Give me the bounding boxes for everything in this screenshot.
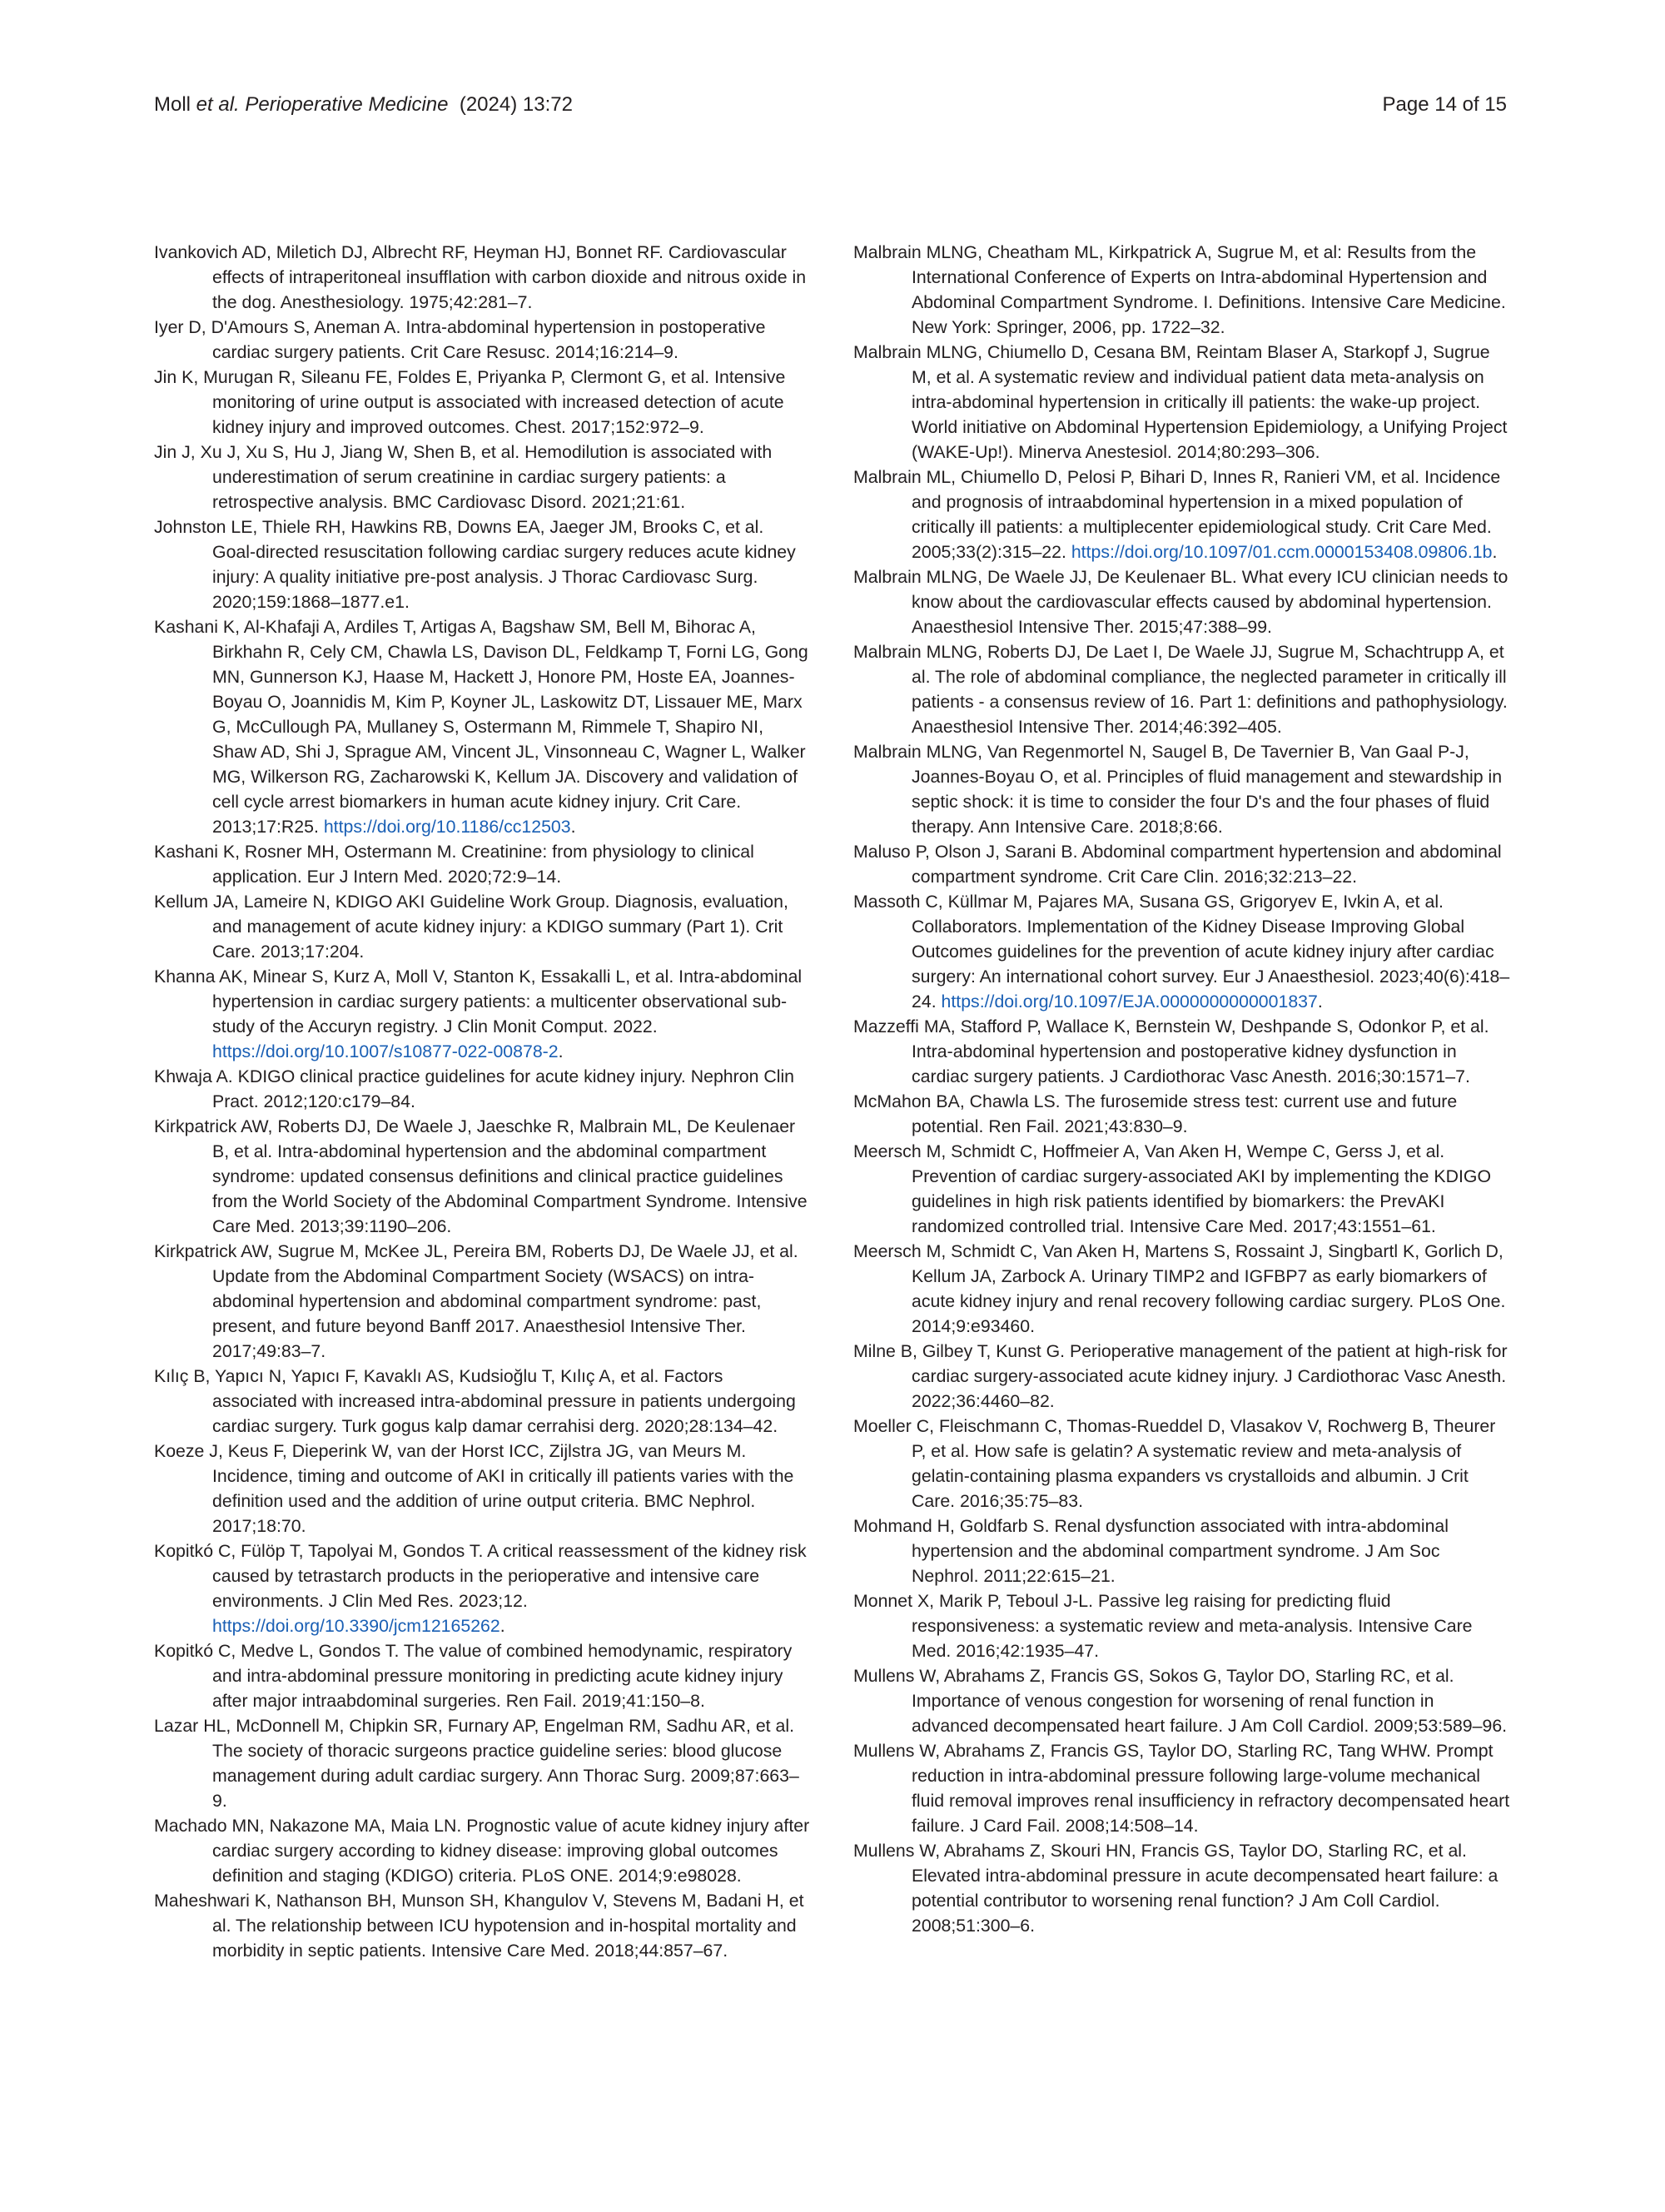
reference-entry [154,240,812,315]
reference-entry [154,1439,812,1538]
reference-entry [154,1713,812,1813]
page-header [154,90,1507,120]
reference-text: Mullens W, Abrahams Z, Skouri HN, Francis GS, Taylor DO, Starling RC, et al. Elevated intra-abdominal pressure in acute decompensated heart failure: a potential contributor to worsening renal function? J Am Coll Cardiol. 2008;51:300–6. [853,1841,1498,1936]
running-head-authors: Moll [154,93,196,116]
reference-text: Maheshwari K, Nathanson BH, Munson SH, Khangulov V, Stevens M, Badani H, et al. The relationship between ICU hypotension and in-hospital mortality and morbidity in septic patients. Intensive Care Med. 2018;44:857–67. [154,1891,804,1961]
reference-text: Kellum JA, Lameire N, KDIGO AKI Guideline Work Group. Diagnosis, evaluation, and management of acute kidney injury: a KDIGO summary (Part 1). Crit Care. 2013;17:204. [154,892,788,962]
reference-entry [853,1239,1511,1339]
reference-column-left [154,240,812,1963]
reference-text: Mullens W, Abrahams Z, Francis GS, Taylor DO, Starling RC, Tang WHW. Prompt reduction in intra-abdominal pressure following large-volume mechanical fluid removal improves renal insufficiency in refractory decompensated heart failure. J Card Fail. 2008;14:508–14. [853,1741,1510,1836]
reference-text: Maluso P, Olson J, Sarani B. Abdominal compartment hypertension and abdominal compartment syndrome. Crit Care Clin. 2016;32:213–22. [853,842,1502,887]
reference-text: Ivankovich AD, Miletich DJ, Albrecht RF, Heyman HJ, Bonnet RF. Cardiovascular effects of intraperitoneal insufflation with carbon dioxide and nitrous oxide in the dog. Anesthesiology. 1975;42:281–7. [154,242,807,312]
reference-entry [154,1064,812,1114]
reference-entry [853,889,1511,1014]
doi-link[interactable]: https://doi.org/10.1097/EJA.0000000000001837 [941,992,1318,1012]
reference-text: Koeze J, Keus F, Dieperink W, van der Horst ICC, Zijlstra JG, van Meurs M. Incidence, timing and outcome of AKI in critically ill patients varies with the definition used and the addition of urine output criteria. BMC Nephrol. 2017;18:70. [154,1441,794,1536]
doi-link[interactable]: https://doi.org/10.1097/01.ccm.0000153408.09806.1b [1071,542,1493,562]
running-head-citation: (2024) 13:72 [448,93,573,116]
reference-text: Iyer D, D'Amours S, Aneman A. Intra-abdominal hypertension in postoperative cardiac surgery patients. Crit Care Resusc. 2014;16:214–9. [154,317,766,362]
reference-text: Kopitkó C, Medve L, Gondos T. The value of combined hemodynamic, respiratory and intra-abdominal pressure monitoring in predicting acute kidney injury after major intraabdominal surgeries. Ren Fail. 2019;41:150–8. [154,1641,793,1711]
reference-terminal-period: . [558,1041,564,1061]
reference-entry [853,1588,1511,1663]
reference-text: Kılıç B, Yapıcı N, Yapıcı F, Kavaklı AS, Kudsioğlu T, Kılıç A, et al. Factors associated with increased intra-abdominal pressure in patients undergoing cardiac surgery. Turk gogus kalp damar cerrahisi derg. 2020;28:134–42. [154,1366,796,1436]
reference-text: Jin J, Xu J, Xu S, Hu J, Jiang W, Shen B, et al. Hemodilution is associated with underestimation of serum creatinine in cardiac surgery patients: a retrospective analysis. BMC Cardiovasc Disord. 2021;21:61. [154,442,773,512]
reference-entry [853,1089,1511,1139]
reference-entry [154,964,812,1064]
reference-entry [154,1114,812,1239]
reference-column-right [853,240,1511,1963]
reference-text: Malbrain ML, Chiumello D, Pelosi P, Bihari D, Innes R, Ranieri VM, et al. Incidence and prognosis of intraabdominal hypertension in a mixed population of critically ill patients: a multiplecenter epidemiological study. Crit Care Med. 2005;33(2):315–22. [853,467,1501,562]
reference-entry [154,1638,812,1713]
reference-text: Kirkpatrick AW, Roberts DJ, De Waele J, Jaeschke R, Malbrain ML, De Keulenaer B, et al. Intra-abdominal hypertension and the abdominal compartment syndrome: updated consensus definitions and clinical practice guidelines from the World Society of the Abdominal Compartment Syndrome. Intensive Care Med. 2013;39:1190–206. [154,1116,808,1236]
reference-text: Malbrain MLNG, Van Regenmortel N, Saugel B, De Tavernier B, Van Gaal P-J, Joannes-Boyau O, et al. Principles of fluid management and stewardship in septic shock: it is time to consider the four D's and the four phases of fluid therapy. Ann Intensive Care. 2018;8:66. [853,742,1503,837]
running-head-journal: et al. Perioperative Medicine [196,93,449,116]
reference-text: Kirkpatrick AW, Sugrue M, McKee JL, Pereira BM, Roberts DJ, De Waele JJ, et al. Update from the Abdominal Compartment Society (WSACS) on intra-abdominal hypertension and abdominal compartment syndrome: past, present, and future beyond Banff 2017. Anaesthesiol Intensive Ther. 2017;49:83–7. [154,1241,798,1361]
reference-text: Kopitkó C, Fülöp T, Tapolyai M, Gondos T. A critical reassessment of the kidney risk caused by tetrastarch products in the perioperative and intensive care environments. J Clin Med Res. 2023;12. [154,1541,807,1611]
reference-entry [853,1514,1511,1588]
reference-terminal-period: . [500,1616,505,1636]
reference-list [154,240,1511,1963]
reference-entry [853,1838,1511,1938]
reference-entry [154,440,812,514]
reference-text: Khwaja A. KDIGO clinical practice guidelines for acute kidney injury. Nephron Clin Pract. 2012;120:c179–84. [154,1066,795,1111]
reference-text: Milne B, Gilbey T, Kunst G. Perioperative management of the patient at high-risk for cardiac surgery-associated acute kidney injury. J Cardiothorac Vasc Anesth. 2022;36:4460–82. [853,1341,1508,1411]
reference-entry [853,1738,1511,1838]
reference-entry [853,564,1511,639]
reference-text: Meersch M, Schmidt C, Hoffmeier A, Van Aken H, Wempe C, Gerss J, et al. Prevention of cardiac surgery-associated AKI by implementing the KDIGO guidelines in high risk patients identified by biomarkers: the PrevAKI randomized controlled trial. Intensive Care Med. 2017;43:1551–61. [853,1141,1492,1236]
reference-text: Mazzeffi MA, Stafford P, Wallace K, Bernstein W, Deshpande S, Odonkor P, et al. Intra-abdominal hypertension and postoperative kidney dysfunction in cardiac surgery patients. J Cardiothorac Vasc Anesth. 2016;30:1571–7. [853,1017,1489,1086]
reference-entry [154,1538,812,1638]
reference-entry [154,365,812,440]
reference-entry [853,1139,1511,1239]
reference-entry [154,1888,812,1963]
reference-terminal-period: . [570,817,576,837]
reference-entry [853,1663,1511,1738]
reference-text: Jin K, Murugan R, Sileanu FE, Foldes E, Priyanka P, Clermont G, et al. Intensive monitoring of urine output is associated with increased detection of acute kidney injury and improved outcomes. Chest. 2017;152:972–9. [154,367,786,437]
reference-entry [154,514,812,614]
reference-text: Massoth C, Küllmar M, Pajares MA, Susana GS, Grigoryev E, Ivkin A, et al. Collaborators. Implementation of the Kidney Disease Improving Global Outcomes guidelines for the prevention of acute kidney injury after cardiac surgery: An international cohort survey. Eur J Anaesthesiol. 2023;40(6):418–24. [853,892,1510,1012]
reference-text: Machado MN, Nakazone MA, Maia LN. Prognostic value of acute kidney injury after cardiac surgery according to kidney disease: improving global outcomes definition and staging (KDIGO) criteria. PLoS ONE. 2014;9:e98028. [154,1816,810,1886]
reference-entry [853,1414,1511,1514]
reference-text: Malbrain MLNG, Cheatham ML, Kirkpatrick A, Sugrue M, et al: Results from the International Conference of Experts on Intra-abdominal Hypertension and Abdominal Compartment Syndrome. I. Definitions. Intensive Care Medicine. New York: Springer, 2006, pp. 1722–32. [853,242,1506,337]
reference-text: Mullens W, Abrahams Z, Francis GS, Sokos G, Taylor DO, Starling RC, et al. Importance of venous congestion for worsening of renal function in advanced decompensated heart failure. J Am Coll Cardiol. 2009;53:589–96. [853,1666,1508,1736]
reference-entry [853,1014,1511,1089]
reference-entry [154,614,812,839]
reference-text: Mohmand H, Goldfarb S. Renal dysfunction associated with intra-abdominal hypertension and the abdominal compartment syndrome. J Am Soc Nephrol. 2011;22:615–21. [853,1516,1449,1586]
doi-link[interactable]: https://doi.org/10.3390/jcm12165262 [212,1616,500,1636]
reference-text: Kashani K, Al-Khafaji A, Ardiles T, Artigas A, Bagshaw SM, Bell M, Bihorac A, Birkhahn R, Cely CM, Chawla LS, Davison DL, Feldkamp T, Forni LG, Gong MN, Gunnerson KJ, Haase M, Hackett J, Honore PM, Hoste EA, Joannes-Boyau O, Joannidis M, Kim P, Koyner JL, Laskowitz DT, Lissauer ME, Marx G, McCullough PA, Mullaney S, Ostermann M, Rimmele T, Shapiro NI, Shaw AD, Shi J, Sprague AM, Vincent JL, Vinsonneau C, Wagner L, Walker MG, Wilkerson RG, Zacharowski K, Kellum JA. Discovery and validation of cell cycle arrest biomarkers in human acute kidney injury. Crit Care. 2013;17:R25. [154,617,808,837]
reference-entry [154,315,812,365]
reference-text: Khanna AK, Minear S, Kurz A, Moll V, Stanton K, Essakalli L, et al. Intra-abdominal hypertension in cardiac surgery patients: a multicenter observational sub-study of the Accuryn registry. J Clin Monit Comput. 2022. [154,967,803,1036]
reference-text: Meersch M, Schmidt C, Van Aken H, Martens S, Rossaint J, Singbartl K, Gorlich D, Kellum JA, Zarbock A. Urinary TIMP2 and IGFBP7 as early biomarkers of acute kidney injury and renal recovery following cardiac surgery. PLoS One. 2014;9:e93460. [853,1241,1506,1336]
reference-text: Malbrain MLNG, De Waele JJ, De Keulenaer BL. What every ICU clinician needs to know about the cardiovascular effects caused by abdominal hypertension. Anaesthesiol Intensive Ther. 2015;47:388–99. [853,567,1508,637]
reference-entry [853,340,1511,465]
reference-entry [853,465,1511,564]
reference-text: Malbrain MLNG, Chiumello D, Cesana BM, Reintam Blaser A, Starkopf J, Sugrue M, et al. A systematic review and individual patient data meta-analysis on intra-abdominal hypertension in critically ill patients: the wake-up project. World initiative on Abdominal Hypertension Epidemiology, a Unifying Project (WAKE-Up!). Minerva Anestesiol. 2014;80:293–306. [853,342,1508,462]
reference-entry [154,1239,812,1364]
reference-entry [154,889,812,964]
reference-text: Monnet X, Marik P, Teboul J-L. Passive leg raising for predicting fluid responsiveness: a systematic review and meta-analysis. Intensive Care Med. 2016;42:1935–47. [853,1591,1473,1661]
reference-entry [853,639,1511,739]
reference-entry [853,839,1511,889]
page-number: Page 14 of 15 [1382,93,1507,116]
reference-entry [154,1364,812,1439]
reference-entry [853,1339,1511,1414]
reference-text: McMahon BA, Chawla LS. The furosemide stress test: current use and future potential. Ren Fail. 2021;43:830–9. [853,1091,1458,1136]
reference-text: Moeller C, Fleischmann C, Thomas-Rueddel D, Vlasakov V, Rochwerg B, Theurer P, et al. How safe is gelatin? A systematic review and meta-analysis of gelatin-containing plasma expanders vs crystalloids and albumin. J Crit Care. 2016;35:75–83. [853,1416,1496,1511]
reference-entry [853,739,1511,839]
running-head [154,93,573,117]
reference-text: Johnston LE, Thiele RH, Hawkins RB, Downs EA, Jaeger JM, Brooks C, et al. Goal-directed resuscitation following cardiac surgery reduces acute kidney injury: A quality initiative pre-post analysis. J Thorac Cardiovasc Surg. 2020;159:1868–1877.e1. [154,517,796,612]
reference-text: Kashani K, Rosner MH, Ostermann M. Creatinine: from physiology to clinical application. Eur J Intern Med. 2020;72:9–14. [154,842,754,887]
doi-link[interactable]: https://doi.org/10.1186/cc12503 [323,817,571,837]
reference-terminal-period: . [1492,542,1498,562]
reference-text: Lazar HL, McDonnell M, Chipkin SR, Furnary AP, Engelman RM, Sadhu AR, et al. The society of thoracic surgeons practice guideline series: blood glucose management during adult cardiac surgery. Ann Thorac Surg. 2009;87:663–9. [154,1716,799,1811]
reference-terminal-period: . [1317,992,1323,1012]
doi-link[interactable]: https://doi.org/10.1007/s10877-022-00878-2 [212,1041,559,1061]
reference-entry [154,839,812,889]
reference-entry [853,240,1511,340]
reference-text: Malbrain MLNG, Roberts DJ, De Laet I, De Waele JJ, Sugrue M, Schachtrupp A, et al. The role of abdominal compliance, the neglected parameter in critically ill patients - a consensus review of 16. Part 1: definitions and pathophysiology. Anaesthesiol Intensive Ther. 2014;46:392–405. [853,642,1508,737]
reference-entry [154,1813,812,1888]
